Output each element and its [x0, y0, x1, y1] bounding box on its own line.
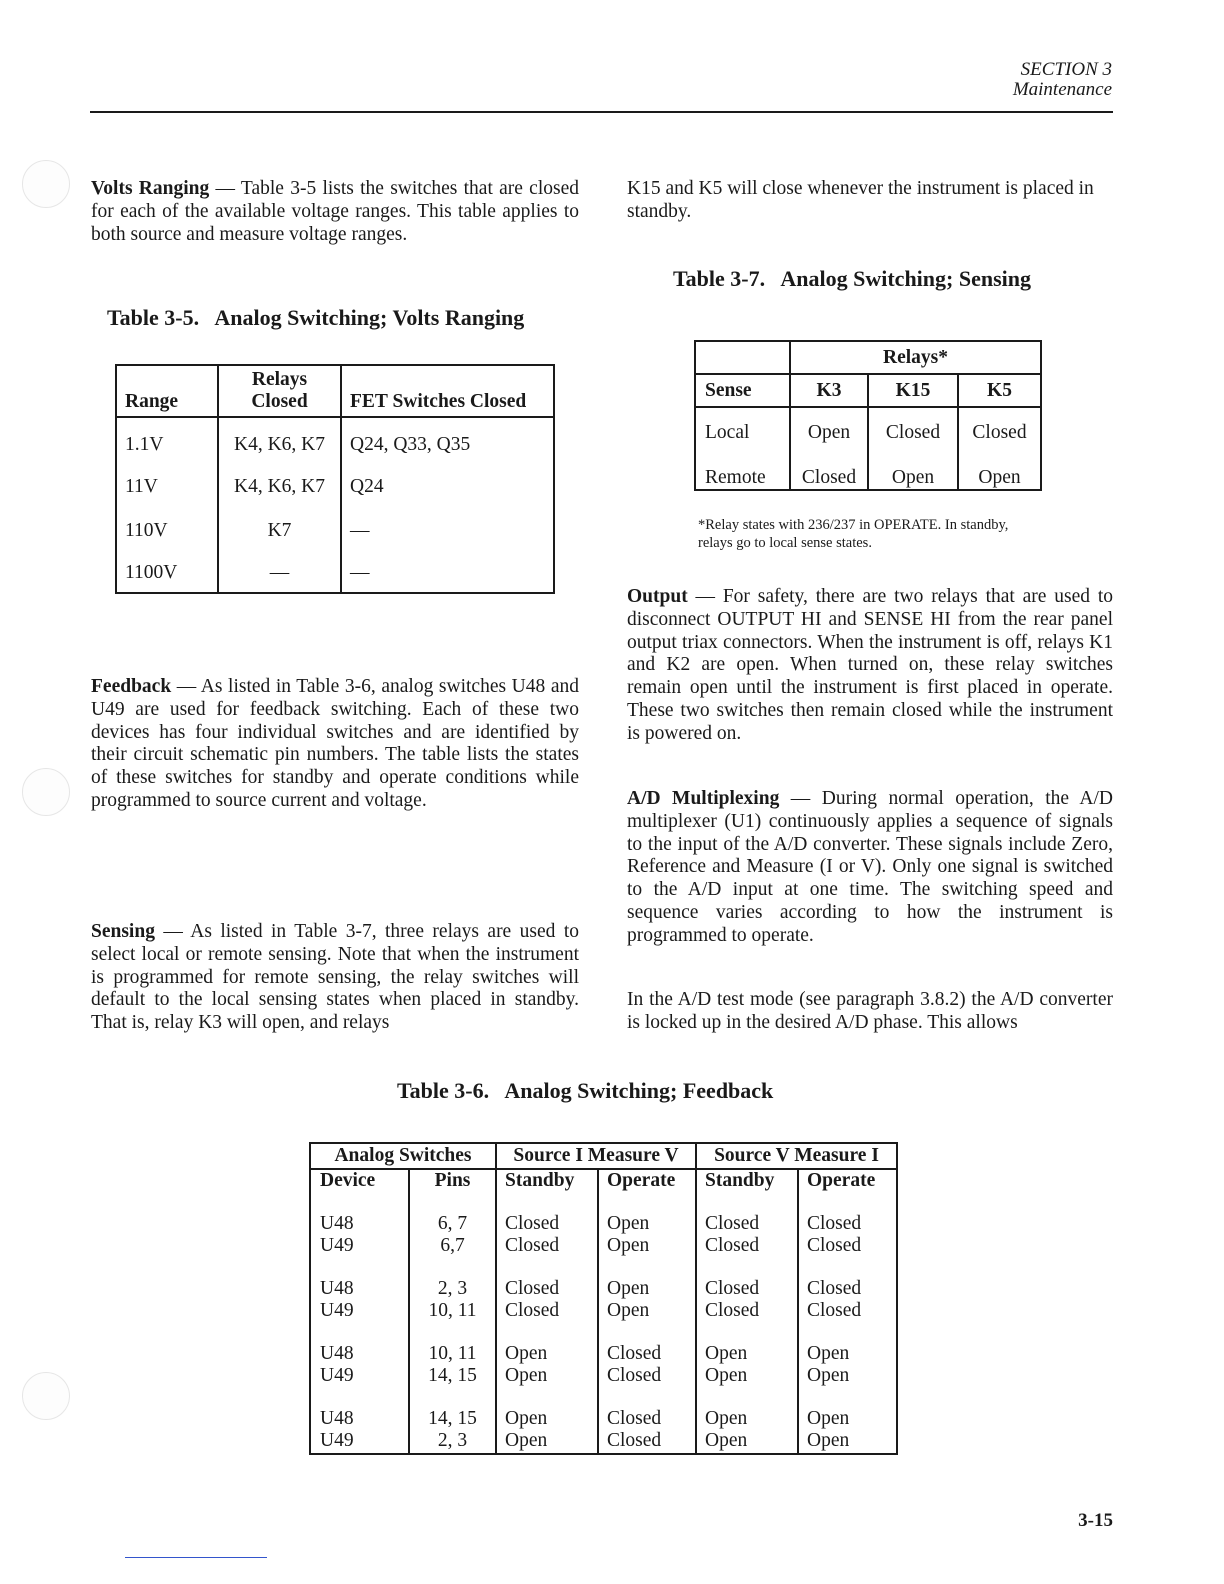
analog-switches-header: Analog Switches	[310, 1143, 496, 1169]
feedback-table-body	[310, 1201, 897, 1454]
relays-group-header: Relays*	[883, 346, 948, 368]
range-cell: 1100V	[116, 553, 218, 593]
spacer-cell	[310, 1452, 409, 1454]
i-standby-cell: Closed	[496, 1257, 598, 1300]
table-3-7-title: Table 3-7. Analog Switching; Sensing	[673, 266, 1031, 291]
v-standby-cell: Closed	[696, 1300, 798, 1322]
table-3-7	[694, 340, 1042, 491]
table-row	[116, 553, 554, 593]
v-standby-cell: Closed	[696, 1235, 798, 1257]
v-operate-cell: Open	[807, 1365, 850, 1386]
footnote-line-2: relays go to local sense states.	[698, 535, 872, 551]
punch-hole	[22, 160, 70, 208]
i-operate-cell: Open	[598, 1300, 696, 1322]
device-cell: U49	[310, 1300, 409, 1322]
table-header-row	[310, 1169, 897, 1201]
i-standby-cell: Closed	[496, 1235, 598, 1257]
fet-cell: Q24, Q33, Q35	[350, 433, 471, 455]
pins-cell: 2, 3	[409, 1430, 496, 1452]
i-standby-cell: Closed	[496, 1300, 598, 1322]
sensing-text: — As listed in Table 3-7, three relays are used to select local or remote sensing. Note that when the instrument is programmed for remote sensing, the relay switches will default to the local sensing states when placed in standby. That is, relay K3 will open, and relays	[91, 921, 579, 1034]
v-standby-cell: Open	[696, 1365, 798, 1387]
k3-cell: Open	[790, 407, 868, 457]
k5-cell: Open	[978, 467, 1021, 488]
header-rule	[90, 111, 1113, 113]
v-operate-header: Operate	[807, 1170, 876, 1191]
v-standby-header: Standby	[696, 1169, 798, 1201]
group-header-row	[310, 1143, 897, 1169]
device-cell: U49	[310, 1430, 409, 1452]
fet-cell: —	[350, 561, 370, 583]
fet-cell: —	[350, 520, 370, 541]
sense-cell: Remote	[695, 457, 790, 490]
table-row	[116, 417, 554, 465]
page-number: 3-15	[1078, 1510, 1113, 1531]
output-lead: Output	[627, 586, 688, 607]
table-row	[310, 1235, 897, 1257]
sense-header: Sense	[695, 374, 790, 407]
i-operate-cell: Open	[598, 1257, 696, 1300]
pins-cell: 6,7	[409, 1235, 496, 1257]
standby-intro-paragraph: K15 and K5 will close whenever the instrument is placed in standby.	[627, 178, 1094, 222]
table-3-5-title: Table 3-5. Analog Switching; Volts Ranging	[107, 305, 525, 330]
i-standby-cell: Closed	[496, 1201, 598, 1235]
v-standby-cell: Closed	[696, 1201, 798, 1235]
range-cell: 11V	[116, 465, 218, 509]
v-operate-cell: Open	[807, 1343, 850, 1364]
table-row	[116, 509, 554, 553]
v-standby-cell: Closed	[696, 1257, 798, 1300]
k5-cell: Closed	[972, 421, 1027, 443]
sensing-lead: Sensing	[91, 921, 155, 942]
v-operate-cell: Closed	[807, 1300, 862, 1321]
k15-cell: Closed	[868, 407, 958, 457]
table-3-5	[115, 364, 555, 594]
relays-cell: K4, K6, K7	[218, 417, 341, 465]
device-cell: U48	[310, 1387, 409, 1430]
device-header: Device	[310, 1169, 409, 1201]
v-standby-cell: Open	[696, 1387, 798, 1430]
pins-cell: 6, 7	[409, 1201, 496, 1235]
k15-cell: Open	[868, 457, 958, 490]
k3-header: K3	[790, 374, 868, 407]
feedback-paragraph	[91, 676, 579, 813]
feedback-text: — As listed in Table 3-6, analog switches U48 and U49 are used for feedback switching. Each of these two devices has four individual switches and are identified by their circuit schematic pin numbers. The table lists the states of these switches for standby and operate conditions while programmed to source current and voltage.	[91, 676, 579, 811]
ad-multiplexing-paragraph	[627, 788, 1113, 948]
feedback-lead: Feedback	[91, 676, 172, 697]
range-cell: 110V	[116, 509, 218, 553]
punch-hole	[22, 1372, 70, 1420]
k3-cell: Closed	[790, 457, 868, 490]
i-standby-header: Standby	[496, 1169, 598, 1201]
table-row	[310, 1300, 897, 1322]
output-paragraph	[627, 586, 1113, 746]
relays-header-line2: Closed	[251, 391, 308, 412]
device-cell: U49	[310, 1235, 409, 1257]
spacer-cell	[496, 1452, 598, 1454]
spacer-cell	[798, 1452, 897, 1454]
range-header: Range	[116, 365, 218, 417]
ad-multiplexing-text: — During normal operation, the A/D multiplexer (U1) continuously applies a sequence of signals to the input of the A/D converter. These signals include Zero, Reference and Measure (I or V). Only one signal is switched to the A/D input at one time. The switching speed and sequence varies according to how the instrument is programmed to operate.	[627, 788, 1114, 946]
spacer-cell	[598, 1452, 696, 1454]
i-standby-cell: Open	[496, 1365, 598, 1387]
fet-cell: Q24	[350, 476, 384, 497]
table-row	[310, 1365, 897, 1387]
spacer-cell	[409, 1452, 496, 1454]
device-cell: U49	[310, 1365, 409, 1387]
i-standby-cell: Open	[496, 1322, 598, 1365]
i-standby-cell: Open	[496, 1430, 598, 1452]
relays-cell: K7	[218, 509, 341, 553]
table-row	[695, 407, 1041, 457]
device-cell: U48	[310, 1201, 409, 1235]
sensing-paragraph	[91, 921, 579, 1035]
i-operate-cell: Closed	[598, 1430, 696, 1452]
relays-cell: K4, K6, K7	[218, 465, 341, 509]
relays-header	[218, 365, 341, 417]
range-cell: 1.1V	[116, 417, 218, 465]
v-operate-cell: Closed	[807, 1278, 862, 1299]
v-operate-cell: Closed	[807, 1213, 862, 1234]
v-operate-cell: Open	[807, 1408, 850, 1429]
empty-corner	[695, 341, 790, 374]
pins-cell: 10, 11	[409, 1300, 496, 1322]
pins-cell: 2, 3	[409, 1257, 496, 1300]
ad-multiplexing-lead: A/D Multiplexing	[627, 788, 780, 809]
fet-header: FET Switches Closed	[350, 391, 527, 412]
table-row	[310, 1257, 897, 1300]
sense-cell: Local	[695, 407, 790, 457]
ad-test-paragraph: In the A/D test mode (see paragraph 3.8.2) the A/D converter is locked up in the desired A/D phase. This allows	[627, 989, 1113, 1033]
v-operate-cell: Open	[807, 1430, 850, 1451]
relays-header-line1: Relays	[251, 369, 308, 390]
table-3-6	[309, 1142, 898, 1455]
pins-cell: 14, 15	[409, 1365, 496, 1387]
footnote-line-1: *Relay states with 236/237 in OPERATE. In standby,	[698, 517, 1009, 533]
source-i-measure-v-header: Source I Measure V	[496, 1143, 696, 1169]
running-header	[1013, 60, 1112, 100]
v-operate-cell: Closed	[807, 1235, 862, 1256]
volts-ranging-paragraph	[91, 178, 579, 246]
table-row	[695, 457, 1041, 490]
source-v-measure-i-header: Source V Measure I	[714, 1145, 879, 1166]
device-cell: U48	[310, 1257, 409, 1300]
output-text: — For safety, there are two relays that are used to disconnect OUTPUT HI and SENSE HI from the rear panel output triax connectors. When the instrument is off, relays K1 and K2 are open. When turned on, these relay switches remain open until the instrument is first placed in operate. These two switches then remain closed while the instrument is powered on.	[627, 586, 1113, 744]
table-row	[310, 1322, 897, 1365]
section-label: SECTION 3	[1020, 59, 1112, 80]
i-operate-cell: Closed	[598, 1365, 696, 1387]
footer-line	[125, 1557, 267, 1558]
punch-hole	[22, 768, 70, 816]
spacer-cell	[696, 1452, 798, 1454]
v-standby-cell: Open	[696, 1430, 798, 1452]
relays-cell: —	[218, 553, 341, 593]
i-standby-cell: Open	[496, 1387, 598, 1430]
pins-cell: 10, 11	[409, 1322, 496, 1365]
table-row	[310, 1387, 897, 1430]
v-standby-cell: Open	[696, 1322, 798, 1365]
table-bottom-spacer	[310, 1452, 897, 1454]
pins-header: Pins	[409, 1169, 496, 1201]
i-operate-cell: Open	[598, 1235, 696, 1257]
i-operate-cell: Closed	[598, 1387, 696, 1430]
table-header-row	[116, 365, 554, 417]
pins-cell: 14, 15	[409, 1387, 496, 1430]
volts-ranging-text: — Table 3-5 lists the switches that are closed for each of the available voltage ranges. This table applies to both source and measure voltage ranges.	[91, 178, 579, 245]
i-operate-header: Operate	[598, 1169, 696, 1201]
section-subtitle: Maintenance	[1012, 79, 1112, 100]
table-row	[310, 1430, 897, 1452]
device-cell: U48	[310, 1322, 409, 1365]
k5-header: K5	[987, 379, 1012, 401]
table-3-6-title: Table 3-6. Analog Switching; Feedback	[397, 1078, 774, 1103]
table-row	[116, 465, 554, 509]
table-row	[310, 1201, 897, 1235]
relays-group-row	[695, 341, 1041, 374]
table-3-7-footnote	[698, 516, 1098, 552]
k15-header: K15	[868, 374, 958, 407]
i-operate-cell: Open	[598, 1201, 696, 1235]
i-operate-cell: Closed	[598, 1322, 696, 1365]
table-header-row	[695, 374, 1041, 407]
volts-ranging-lead: Volts Ranging	[91, 178, 210, 199]
